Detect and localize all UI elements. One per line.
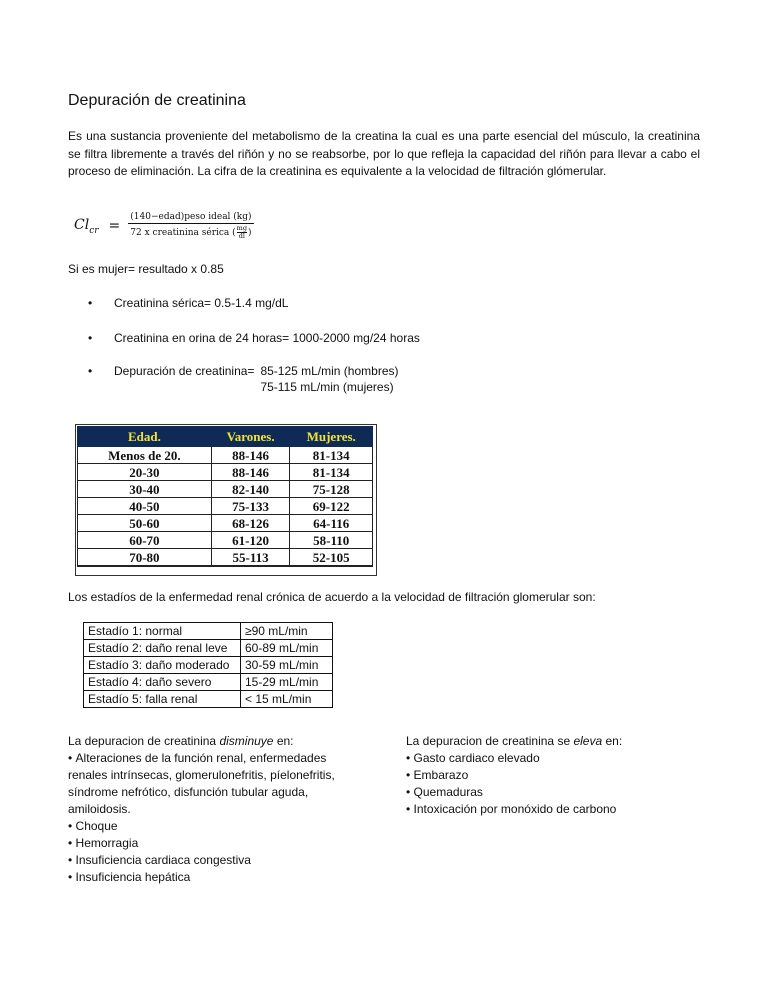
formula-equals: = — [108, 218, 121, 234]
column-header: Edad. — [78, 427, 212, 447]
table-cell: 52-105 — [290, 549, 373, 567]
table-cell: 40-50 — [78, 498, 212, 515]
table-cell: 50-60 — [78, 515, 212, 532]
decrease-causes-list — [68, 750, 368, 886]
table-row — [78, 532, 373, 549]
table-cell: Estadío 4: daño severo — [84, 674, 241, 691]
table-cell: 58-110 — [290, 532, 373, 549]
table-cell: 30-59 mL/min — [241, 657, 333, 674]
stages-intro: Los estadíos de la enfermedad renal crónica de acuerdo a la velocidad de filtración glomerular son: — [68, 590, 596, 604]
list-item: • Intoxicación por monóxido de carbono — [406, 801, 706, 818]
table-cell: 61-120 — [211, 532, 290, 549]
table-cell: Estadío 1: normal — [84, 623, 241, 640]
table-row — [78, 447, 373, 464]
table-cell: Estadío 3: daño moderado — [84, 657, 241, 674]
intro-paragraph: Es una sustancia proveniente del metabolismo de la creatina la cual es una parte esencial del músculo, la creatinina se filtra libremente a través del riñón y no se reabsorbe, por lo que refleja la capacidad del riñón para llevar a cabo el proceso de eliminación. La cifra de la creatinina es equivalente a la velocidad de filtración glómerular. — [68, 129, 700, 178]
decrease-causes-column — [68, 733, 368, 886]
female-adjustment-note: Si es mujer= resultado x 0.85 — [68, 262, 224, 276]
table-row — [84, 674, 333, 691]
list-item: • Insuficiencia hepática — [68, 869, 368, 886]
list-item: • Quemaduras — [406, 784, 706, 801]
table-cell: 75-128 — [290, 481, 373, 498]
unit-fraction: mg dl — [236, 224, 247, 240]
increase-causes-column — [406, 733, 706, 818]
formula-lhs: $Cl_{cr}$ — [74, 216, 99, 236]
table-cell: 30-40 — [78, 481, 212, 498]
table-cell: 64-116 — [290, 515, 373, 532]
table-cell: 55-113 — [211, 549, 290, 567]
table-cell: 60-89 mL/min — [241, 640, 333, 657]
list-item: • Hemorragia — [68, 835, 368, 852]
column-header: Mujeres. — [290, 427, 373, 447]
table-cell: 70-80 — [78, 549, 212, 567]
ckd-stages-table — [83, 622, 333, 708]
table-row — [78, 515, 373, 532]
table-cell: < 15 mL/min — [241, 691, 333, 708]
table-cell: 20-30 — [78, 464, 212, 481]
increase-lead: La depuracion de creatinina se eleva en: — [406, 734, 623, 748]
formula-denominator: 72 x creatinina sérica ( mg dl ) — [130, 224, 252, 240]
formula-numerator: (140−edad)peso ideal (kg) — [130, 212, 252, 222]
table-row — [84, 623, 333, 640]
increase-causes-list — [406, 750, 706, 818]
clearance-formula — [74, 212, 254, 240]
formula-fraction — [128, 212, 253, 240]
list-item: • Creatinina en orina de 24 horas= 1000-2000 mg/24 horas — [88, 330, 420, 346]
list-item: • Choque — [68, 818, 368, 835]
list-item: • Alteraciones de la función renal, enfermedades renales intrínsecas, glomerulonefritis, píelonefritis, síndrome nefrótico, disfunción tubular aguda, amiloidosis. — [68, 750, 368, 818]
page-title: Depuración de creatinina — [68, 92, 246, 109]
decrease-lead: La depuracion de creatinina disminuye en: — [68, 734, 294, 748]
table-cell: 88-146 — [211, 447, 290, 464]
table-cell: 15-29 mL/min — [241, 674, 333, 691]
table-cell: Menos de 20. — [78, 447, 212, 464]
column-header: Varones. — [211, 427, 290, 447]
table-row — [78, 481, 373, 498]
table-cell: Estadío 5: falla renal — [84, 691, 241, 708]
table-cell: 75-133 — [211, 498, 290, 515]
table-row — [84, 691, 333, 708]
table-cell: 82-140 — [211, 481, 290, 498]
age-reference-table — [77, 426, 373, 567]
table-cell: 81-134 — [290, 464, 373, 481]
table-header-row — [78, 427, 373, 447]
table-cell: 81-134 — [290, 447, 373, 464]
table-cell: 68-126 — [211, 515, 290, 532]
table-cell: 88-146 — [211, 464, 290, 481]
table-cell: ≥90 mL/min — [241, 623, 333, 640]
list-item: • Depuración de creatinina= 85-125 mL/min (hombres) 75-115 mL/min (mujeres) — [88, 363, 399, 395]
table-cell: 60-70 — [78, 532, 212, 549]
list-item: • Creatinina sérica= 0.5-1.4 mg/dL — [88, 295, 288, 311]
list-item: • Insuficiencia cardiaca congestiva — [68, 852, 368, 869]
table-row — [78, 464, 373, 481]
table-cell: Estadío 2: daño renal leve — [84, 640, 241, 657]
table-row — [84, 640, 333, 657]
table-row — [84, 657, 333, 674]
table-cell: 69-122 — [290, 498, 373, 515]
list-item: • Gasto cardiaco elevado — [406, 750, 706, 767]
list-item: • Embarazo — [406, 767, 706, 784]
table-row — [78, 549, 373, 567]
table-row — [78, 498, 373, 515]
